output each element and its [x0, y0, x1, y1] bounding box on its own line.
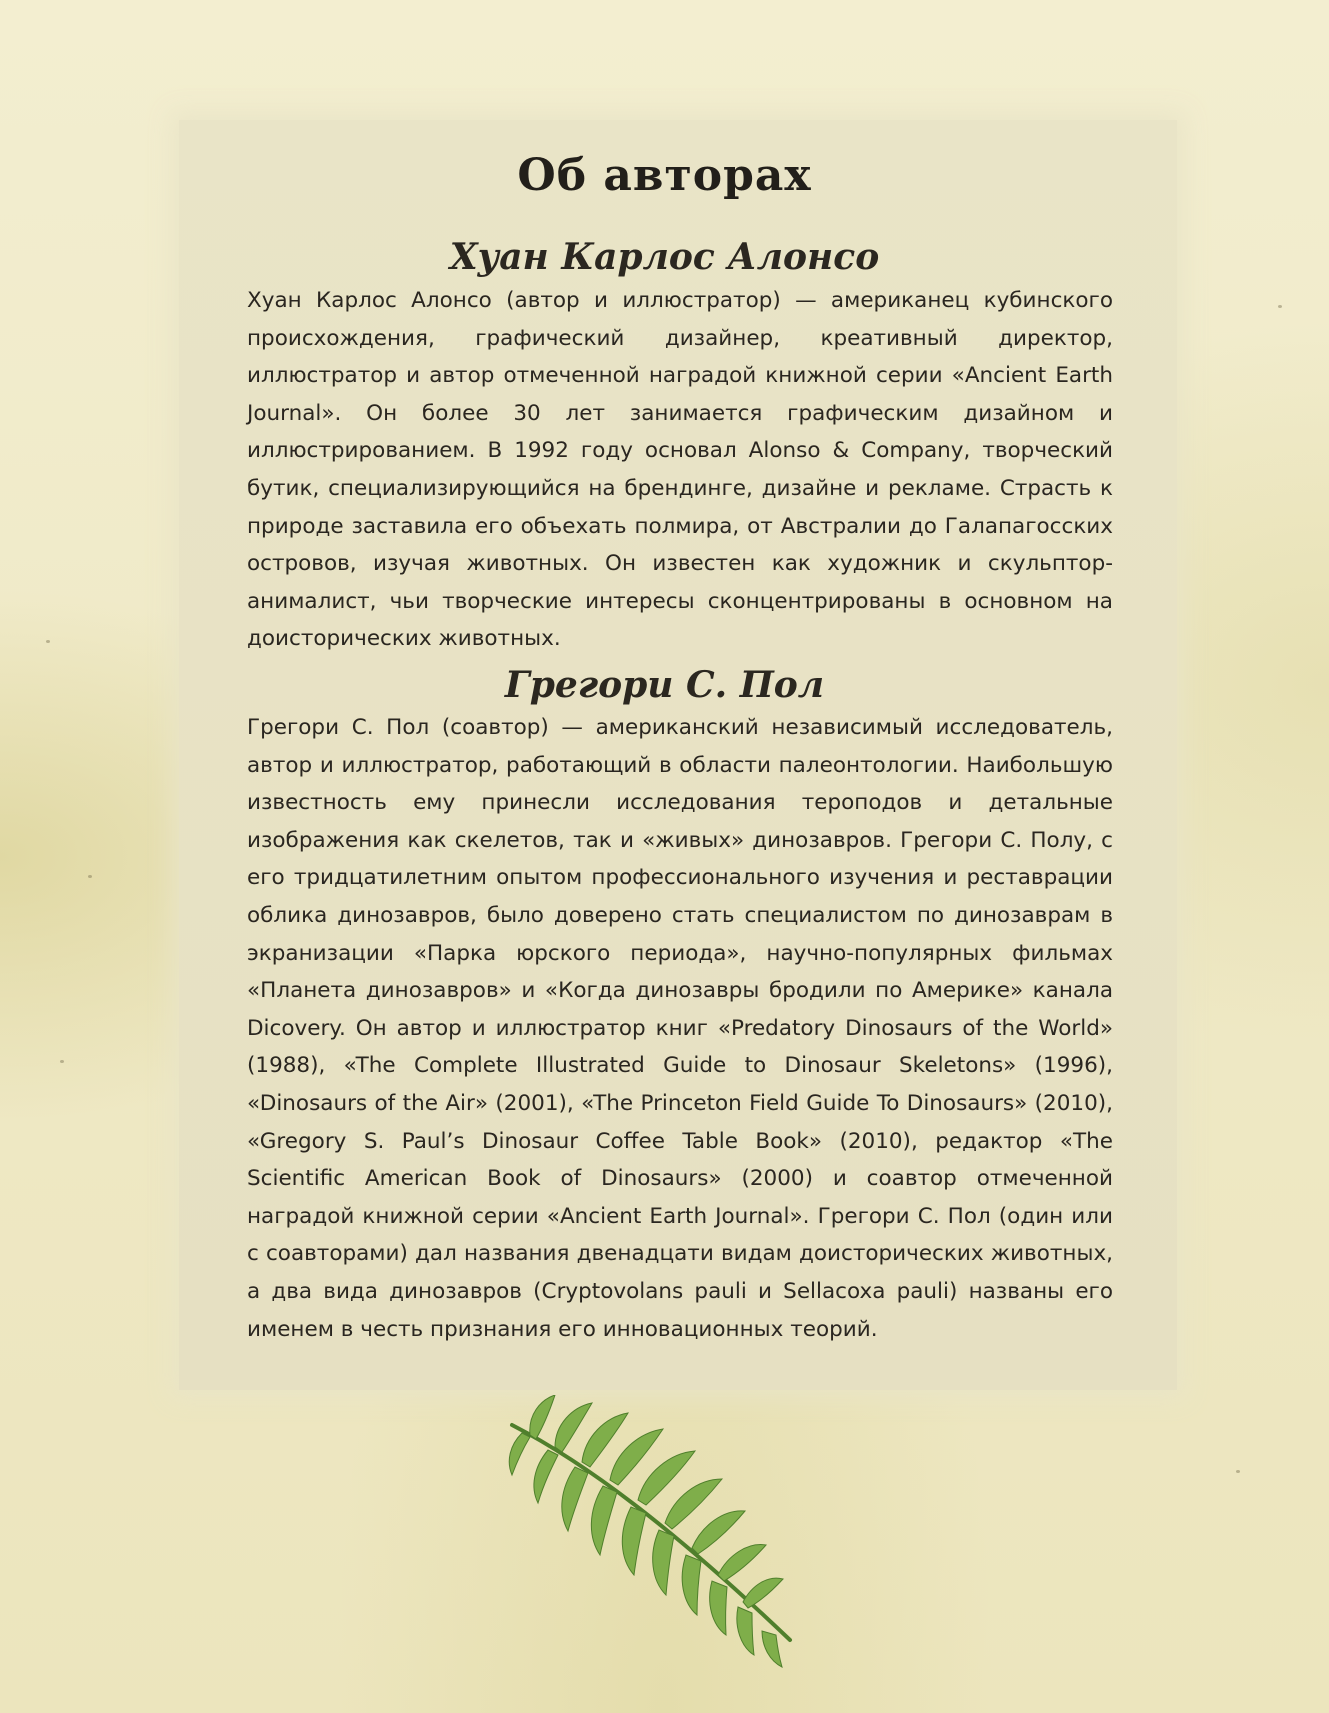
- fern-leaflet: [509, 1433, 530, 1475]
- paper-speck: [60, 1060, 64, 1063]
- fern-leaflet: [737, 1607, 754, 1655]
- fern-leaflet: [534, 1450, 558, 1503]
- author-name-alonso: Хуан Карлос Алонсо: [449, 236, 880, 278]
- fern-leaflet: [682, 1555, 701, 1615]
- paper-speck: [1278, 305, 1282, 308]
- fern-leaflet: [591, 1486, 617, 1555]
- fern-leaflet: [710, 1581, 727, 1635]
- fern-leaflet: [530, 1395, 555, 1439]
- fern-leaflet: [762, 1631, 782, 1667]
- paper-speck: [46, 640, 50, 643]
- fern-leaflet: [718, 1545, 766, 1581]
- fern-leaflet: [562, 1467, 588, 1531]
- author-bio-paul: Грегори С. Пол (соавтор) — американский независимый исследователь, автор и иллюстратор, работающий в области палеонтологии. Наибольшую известность ему принесли исследования тероподов и детальные изображения как скелетов, так и «живых» динозавров. Грегори С. Полу, с его тридцатилетним опытом профессионального изучения и реставрации облика динозавров, было доверено стать специалистом по динозаврам в экранизации «Парка юрского периода», научно-популярных фильмах «Планета динозавров» и «Когда динозавры бродили по Америке» канала Dicovery. Он автор и иллюстратор книг «Predatory Dinosaurs of the World» (1988), «The Complete Illustrated Guide to Dinosaur Skeletons» (1996), «Dinosaurs of the Air» (2001), «The Princeton Field Guide To Dinosaurs» (2010), «Gregory S. Paul’s Dinosaur Coffee Table Book» (2010), редактор «The Scientific American Book of Dinosaurs» (2000) и соавтор отмеченной наградой книжной серии «Ancient Earth Journal». Грегори С. Пол (один или с соавторами) дал названия двенадцати видам доисторических животных, а два вида динозавров (Cryptovolans pauli и Sellacoxa pauli) названы его именем в честь признания его инновационных теорий.: [247, 715, 1113, 1342]
- fern-leaflet: [743, 1578, 783, 1608]
- paper-speck: [1236, 1470, 1240, 1473]
- fern-leaflet: [692, 1511, 745, 1554]
- fern-leaflet: [622, 1507, 646, 1575]
- author-bio-alonso: Хуан Карлос Алонсо (автор и иллюстратор) — американец кубинского происхождения, графический дизайнер, креативный директор, иллюстратор и автор отмеченной наградой книжной серии «Ancient Earth Journal». Он более 30 лет занимается графическим дизайном и иллюстрированием. В 1992 году основал Alonso & Company, творческий бутик, специализирующийся на брендинге, дизайне и рекламе. Страсть к природе заставила его объехать полмира, от Австралии до Галапагосских островов, изучая животных. Он известен как художник и скульптор-анималист, чьи творческие интересы сконцентрированы в основном на доисторических животных.: [247, 288, 1113, 652]
- author-name-paul: Грегори С. Пол: [504, 664, 825, 706]
- fern-leaf-icon: [500, 1395, 810, 1675]
- fern-leaflet: [653, 1530, 674, 1595]
- page-title: Об авторах: [517, 150, 812, 201]
- paper-speck: [88, 875, 92, 878]
